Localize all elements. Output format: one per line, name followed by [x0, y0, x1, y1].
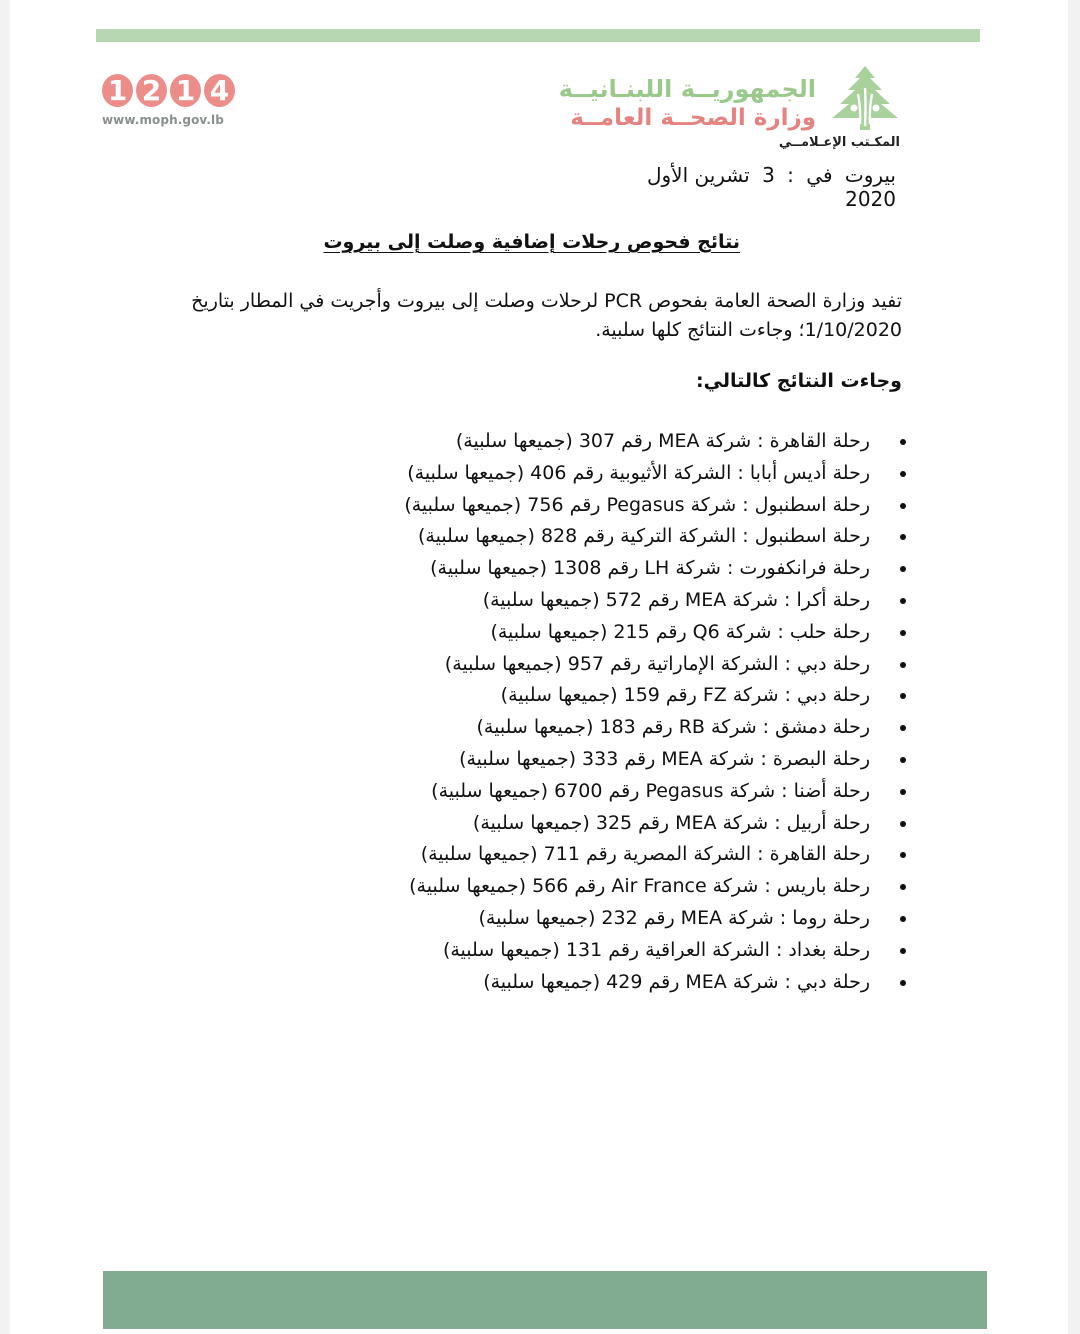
bullet-icon: [900, 789, 906, 795]
bullet-icon: [900, 439, 906, 445]
date-prefix: في: [806, 163, 833, 187]
website-url: www.moph.gov.lb: [102, 113, 224, 127]
list-item: [310, 617, 870, 649]
list-item: [310, 521, 870, 553]
ministry-header: [550, 62, 902, 152]
flight-result-text: رحلة دمشق : شركة RB رقم 183 (جميعها سلبية): [476, 716, 870, 739]
flight-result-text: رحلة القاهرة : شركة MEA رقم 307 (جميعها سلبية): [455, 430, 870, 452]
bullet-icon: [900, 534, 906, 540]
bullet-icon: [900, 693, 906, 699]
flight-result-text: رحلة القاهرة : الشركة المصرية رقم 711 (جميعها سلبية): [420, 843, 870, 866]
results-heading: وجاءت النتائج كالتالي:: [696, 370, 902, 392]
list-item: [310, 712, 870, 744]
bullet-icon: [900, 852, 906, 858]
date-separator: :: [787, 163, 794, 187]
date-year: 2020: [845, 187, 896, 211]
flight-result-text: رحلة حلب : شركة Q6 رقم 215 (جميعها سلبية): [490, 620, 870, 643]
list-item: [310, 776, 870, 808]
list-item: [310, 839, 870, 871]
flight-result-text: رحلة دبي : شركة MEA رقم 429 (جميعها سلبية): [483, 970, 870, 993]
list-item: [310, 967, 870, 999]
flight-result-text: رحلة أكرا : شركة MEA رقم 572 (جميعها سلبية): [482, 588, 870, 611]
ministry-name: وزارة الصحــة العامــة: [570, 105, 816, 131]
hotline-digit: 1: [170, 74, 201, 107]
list-item: [310, 426, 870, 458]
intro-paragraph: [152, 287, 902, 345]
hotline-digit: 4: [204, 74, 235, 107]
bullet-icon: [900, 471, 906, 477]
bullet-icon: [900, 916, 906, 922]
bullet-icon: [900, 757, 906, 763]
list-item: [310, 935, 870, 967]
flight-result-text: رحلة اسطنبول : الشركة التركية رقم 828 (جميعها سلبية): [417, 525, 870, 548]
hotline-logo: [102, 74, 242, 127]
hotline-digit: 1: [102, 74, 133, 107]
date-line: [641, 163, 896, 211]
date-day: 3: [762, 163, 775, 187]
bullet-icon: [900, 630, 906, 636]
date-month: تشرين الأول: [646, 163, 750, 187]
document-page: [10, 0, 1068, 1334]
flight-result-text: رحلة بغداد : الشركة العراقية رقم 131 (جميعها سلبية): [442, 938, 870, 961]
flight-result-text: رحلة البصرة : شركة MEA رقم 333 (جميعها سلبية): [459, 747, 870, 770]
hotline-digits: [102, 74, 242, 107]
flight-result-text: رحلة روما : شركة MEA رقم 232 (جميعها سلبية): [478, 906, 870, 929]
flight-result-text: رحلة دبي : الشركة الإماراتية رقم 957 (جميعها سلبية): [444, 652, 870, 675]
flight-result-text: رحلة باريس : شركة Air France رقم 566 (جميعها سلبية): [409, 875, 870, 898]
footer-green-bar: [103, 1271, 987, 1329]
list-item: [310, 458, 870, 490]
bullet-icon: [900, 884, 906, 890]
flight-result-text: رحلة اسطنبول : شركة Pegasus رقم 756 (جميعها سلبية): [404, 493, 870, 516]
bullet-icon: [900, 503, 906, 509]
list-item: [310, 903, 870, 935]
list-item: [310, 585, 870, 617]
list-item: [310, 871, 870, 903]
date-city: بيروت: [844, 163, 896, 187]
flight-result-text: رحلة فرانكفورت : شركة LH رقم 1308 (جميعها سلبية): [430, 557, 870, 580]
list-item: [310, 490, 870, 522]
list-item: [310, 744, 870, 776]
cedar-logo-icon: [828, 64, 902, 136]
flight-results-list: [310, 426, 870, 998]
bullet-icon: [900, 948, 906, 954]
flight-result-text: رحلة أضنا : شركة Pegasus رقم 6700 (جميعها سلبية): [431, 779, 870, 802]
flight-result-text: رحلة دبي : شركة FZ رقم 159 (جميعها سلبية): [500, 684, 870, 707]
bullet-icon: [900, 662, 906, 668]
hotline-digit: 2: [136, 74, 167, 107]
intro-line: 1/10/2020؛ وجاءت النتائج كلها سلبية.: [595, 319, 902, 341]
bullet-icon: [900, 725, 906, 731]
flight-result-text: رحلة أديس أبابا : الشركة الأثيوبية رقم 406 (جميعها سلبية): [407, 461, 870, 484]
intro-line: تفيد وزارة الصحة العامة بفحوص PCR لرحلات وصلت إلى بيروت وأجريت في المطار بتاريخ: [191, 290, 902, 312]
list-item: [310, 553, 870, 585]
flight-result-text: رحلة أربيل : شركة MEA رقم 325 (جميعها سلبية): [472, 811, 870, 834]
header-green-bar: [96, 29, 980, 42]
page-title: نتائج فحوص رحلات إضافية وصلت إلى بيروت: [323, 231, 740, 253]
list-item: [310, 680, 870, 712]
list-item: [310, 649, 870, 681]
list-item: [310, 808, 870, 840]
republic-name: الجمهوريــة اللبنـانيــة: [558, 75, 816, 103]
press-office-label: المكـتب الإعـلامــي: [778, 135, 900, 150]
bullet-icon: [900, 566, 906, 572]
bullet-icon: [900, 980, 906, 986]
bullet-icon: [900, 821, 906, 827]
bullet-icon: [900, 598, 906, 604]
